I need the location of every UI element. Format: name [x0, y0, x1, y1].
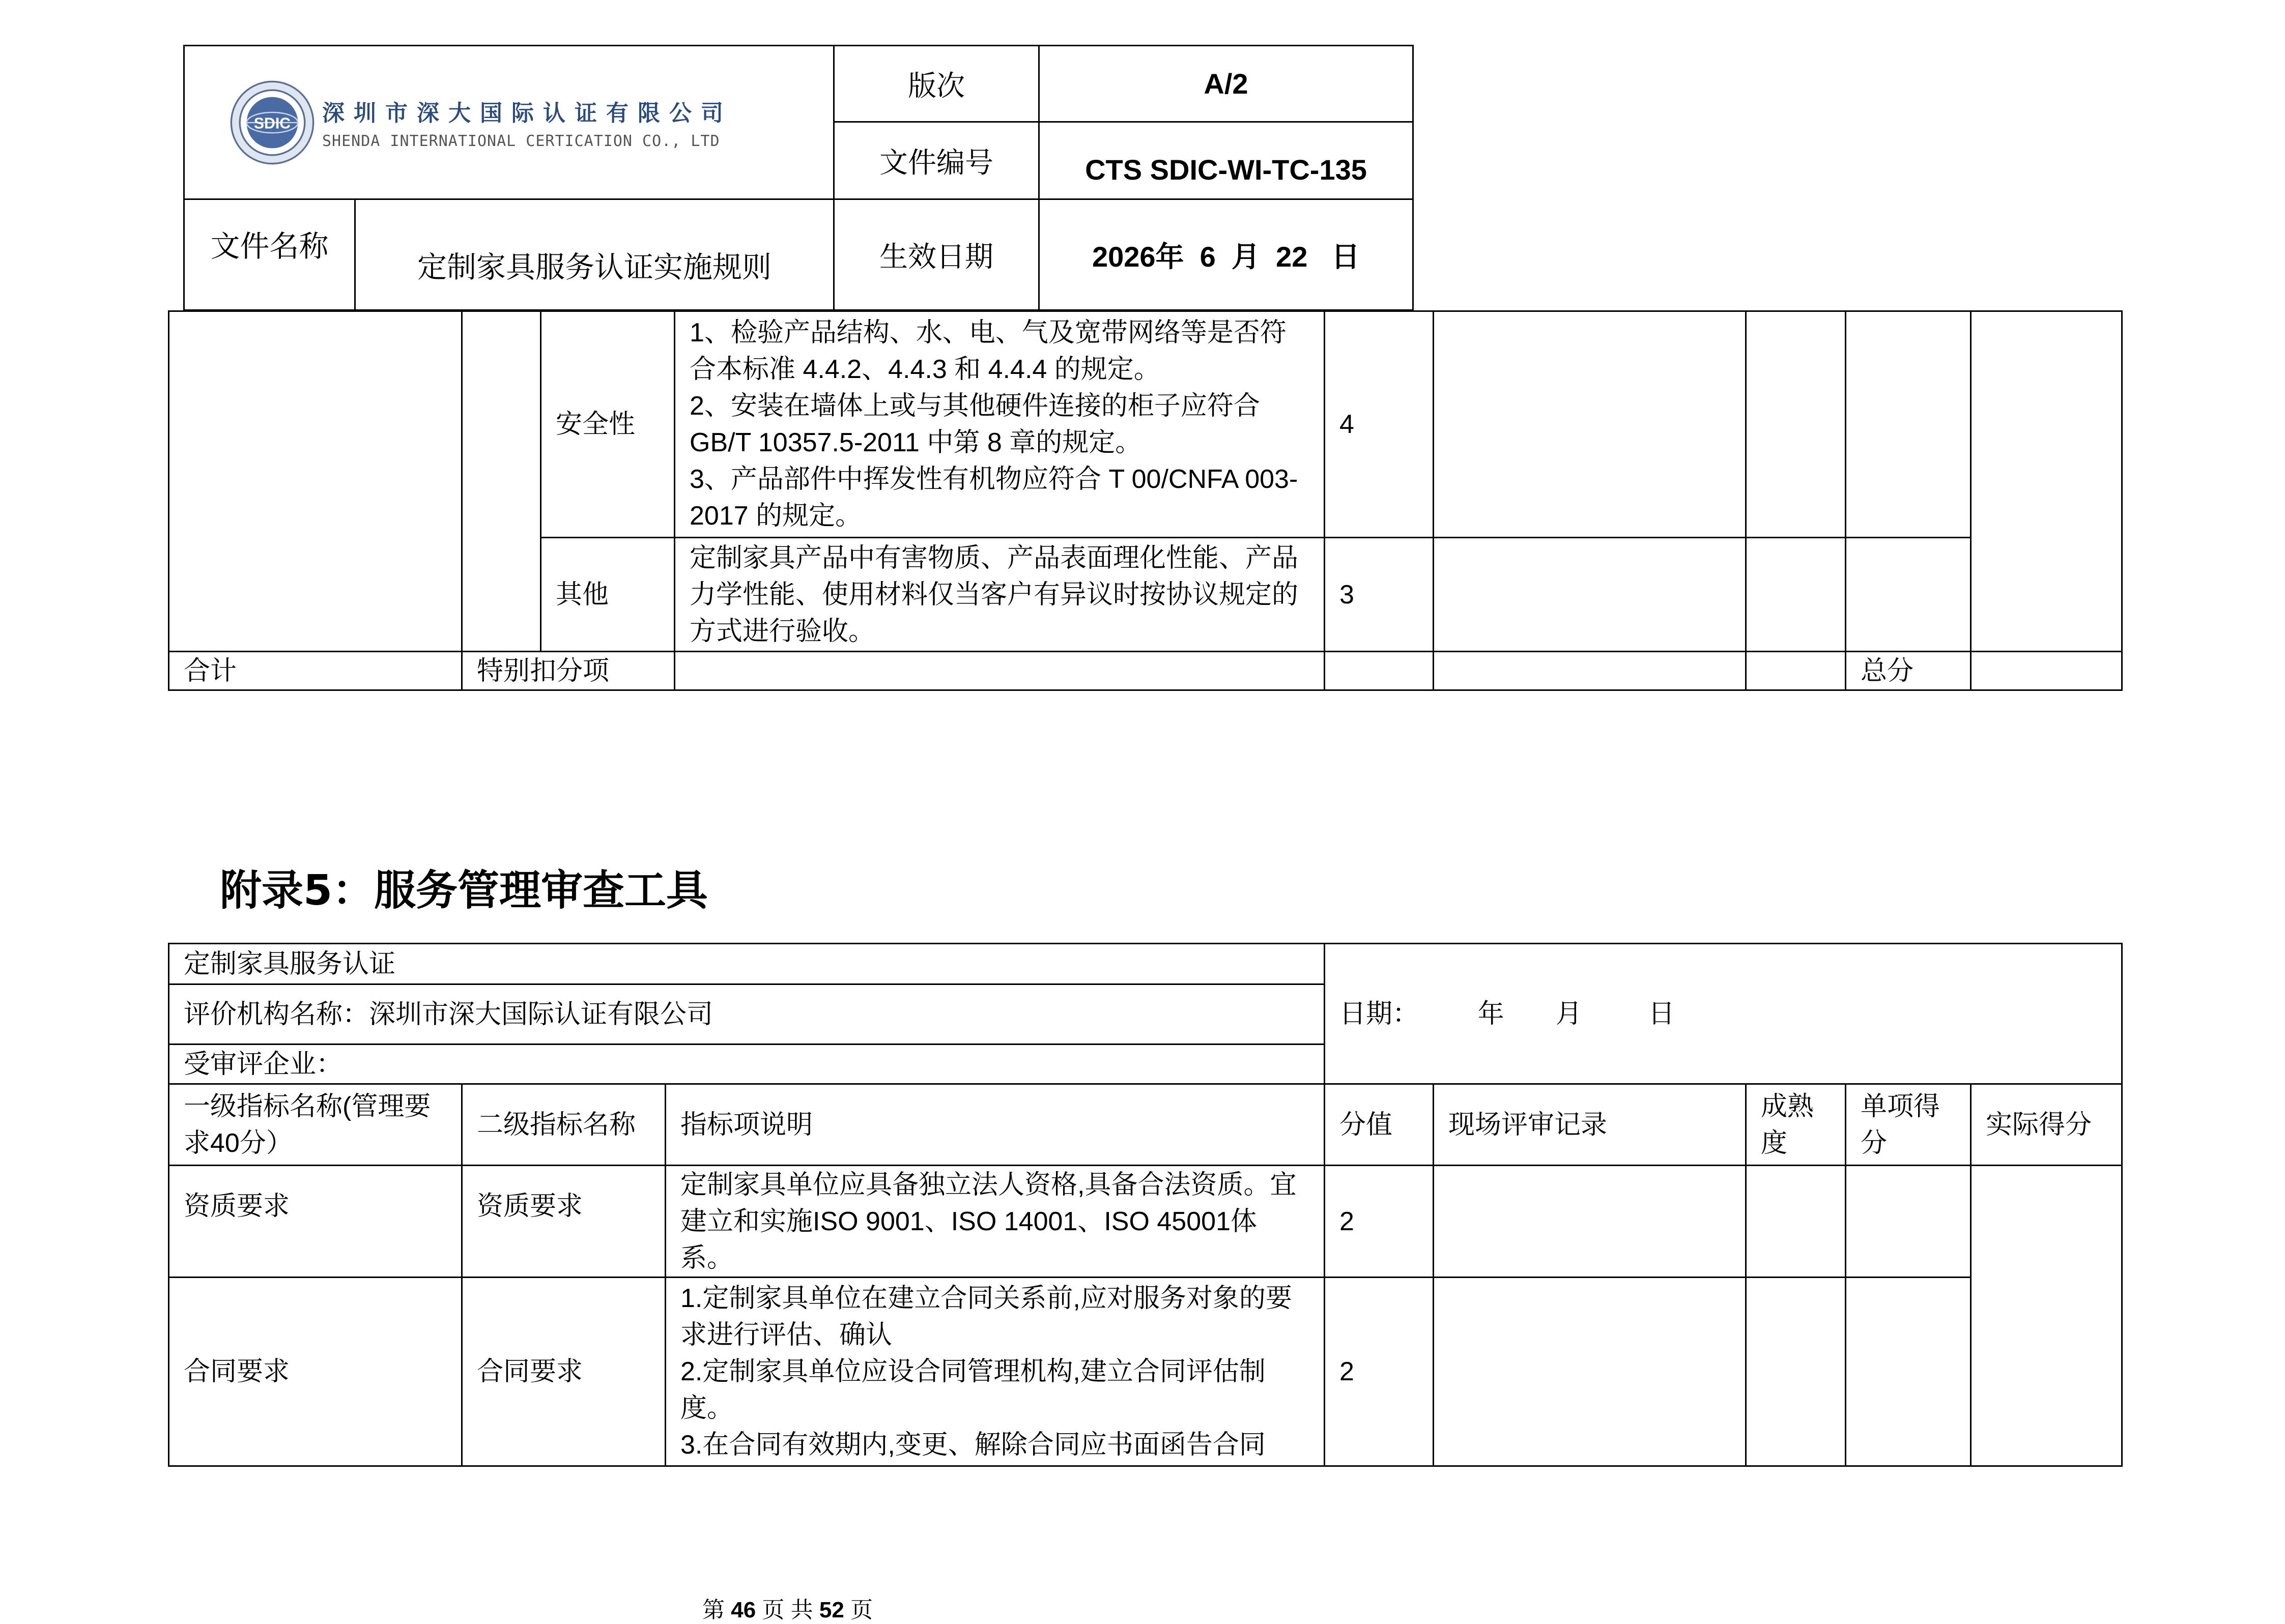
item-score-cell	[1846, 1166, 1971, 1278]
total-score-cell	[1325, 652, 1434, 690]
score-value: 2	[1325, 1278, 1434, 1466]
header-description: 指标项说明	[666, 1084, 1325, 1166]
effective-date-label: 生效日期	[834, 199, 1039, 310]
level2-cell	[462, 311, 541, 652]
header-level1: 一级指标名称(管理要求40分）	[169, 1084, 462, 1166]
svg-text:SDIC: SDIC	[253, 115, 291, 132]
item-score-cell	[1846, 538, 1971, 652]
company-name-en: SHENDA INTERNATIONAL CERTICATION CO., LTD	[322, 132, 720, 150]
special-deduction-label: 特别扣分项	[462, 652, 675, 690]
footer-prefix: 第	[702, 1598, 725, 1622]
header-item-score: 单项得分	[1846, 1084, 1971, 1166]
company-name-cn: 深圳市深大国际认证有限公司	[322, 100, 732, 126]
total-score-label: 总分	[1846, 652, 1971, 690]
level1-name: 资质要求	[169, 1166, 462, 1278]
footer-mid: 页 共	[762, 1598, 813, 1622]
onsite-record-cell	[1434, 1278, 1746, 1466]
audit-date: 日期： 年 月 日	[1325, 944, 2122, 1084]
doc-name-value: 定制家具服务认证实施规则	[355, 199, 834, 310]
certification-name: 定制家具服务认证	[169, 944, 1325, 984]
footer-suffix: 页	[850, 1598, 873, 1622]
current-page-number: 46	[731, 1598, 756, 1622]
version-label: 版次	[834, 46, 1039, 122]
total-maturity-cell	[1746, 652, 1846, 690]
indicator-description: 1、检验产品结构、水、电、气及宽带网络等是否符合本标准 4.4.2、4.4.3 和 4.4.4 的规定。 2、安装在墙体上或与其他硬件连接的柜子应符合 GB/T 10357.5-2011 中第 8 章的规定。 3、产品部件中挥发性有机物应符合 T 00/CNFA 003-2017 的规定。	[675, 311, 1325, 538]
doc-number-value: CTS SDIC-WI-TC-135	[1039, 122, 1413, 199]
item-score-cell	[1846, 311, 1971, 538]
header-level2: 二级指标名称	[462, 1084, 666, 1166]
score-value: 4	[1325, 311, 1434, 538]
company-seal-icon	[230, 80, 315, 165]
company-logo-cell	[184, 46, 834, 199]
effective-date-value: 2026年 6 月 22 日	[1039, 199, 1413, 310]
appendix-title: 附录5：服务管理审查工具	[220, 866, 708, 915]
maturity-cell	[1746, 1278, 1846, 1466]
service-management-audit-table	[168, 943, 2123, 1467]
level1-name: 合同要求	[169, 1278, 462, 1466]
header-maturity: 成熟度	[1746, 1084, 1846, 1166]
level2-name: 合同要求	[462, 1278, 666, 1466]
sub-item-label: 其他	[541, 538, 675, 652]
sub-item-label: 安全性	[541, 311, 675, 538]
maturity-cell	[1746, 311, 1846, 538]
version-value: A/2	[1039, 46, 1413, 122]
actual-score-cell	[1971, 1166, 2122, 1466]
doc-number-label: 文件编号	[834, 122, 1039, 199]
indicator-description: 1.定制家具单位在建立合同关系前,应对服务对象的要求进行评估、确认 2.定制家具单位应设合同管理机构,建立合同评估制度。 3.在合同有效期内,变更、解除合同应书面函告合同	[666, 1278, 1325, 1466]
indicator-description: 定制家具单位应具备独立法人资格,具备合法资质。宜建立和实施ISO 9001、ISO 14001、ISO 45001体系。	[666, 1166, 1325, 1278]
total-record-cell	[1434, 652, 1746, 690]
onsite-record-cell	[1434, 311, 1746, 538]
header-score: 分值	[1325, 1084, 1434, 1166]
total-score-value-cell	[1971, 652, 2122, 690]
total-label: 合计	[169, 652, 462, 690]
company-logo	[199, 80, 819, 165]
onsite-record-cell	[1434, 538, 1746, 652]
maturity-cell	[1746, 1166, 1846, 1278]
onsite-record-cell	[1434, 1166, 1746, 1278]
total-page-count: 52	[819, 1598, 844, 1622]
level1-cell	[169, 311, 462, 652]
header-actual-score: 实际得分	[1971, 1084, 2122, 1166]
maturity-cell	[1746, 538, 1846, 652]
page-footer	[702, 1591, 873, 1624]
actual-score-cell	[1971, 311, 2122, 652]
special-deduction-cell	[675, 652, 1325, 690]
evaluation-table-continued	[168, 310, 2123, 691]
score-value: 2	[1325, 1166, 1434, 1278]
item-score-cell	[1846, 1278, 1971, 1466]
organization-name: 评价机构名称：深圳市深大国际认证有限公司	[169, 984, 1325, 1045]
score-value: 3	[1325, 538, 1434, 652]
document-header-table	[183, 45, 1414, 311]
audited-enterprise: 受审评企业：	[169, 1045, 1325, 1084]
indicator-description: 定制家具产品中有害物质、产品表面理化性能、产品力学性能、使用材料仅当客户有异议时按协议规定的方式进行验收。	[675, 538, 1325, 652]
level2-name: 资质要求	[462, 1166, 666, 1278]
doc-name-label: 文件名称	[184, 199, 355, 310]
header-onsite-record: 现场评审记录	[1434, 1084, 1746, 1166]
